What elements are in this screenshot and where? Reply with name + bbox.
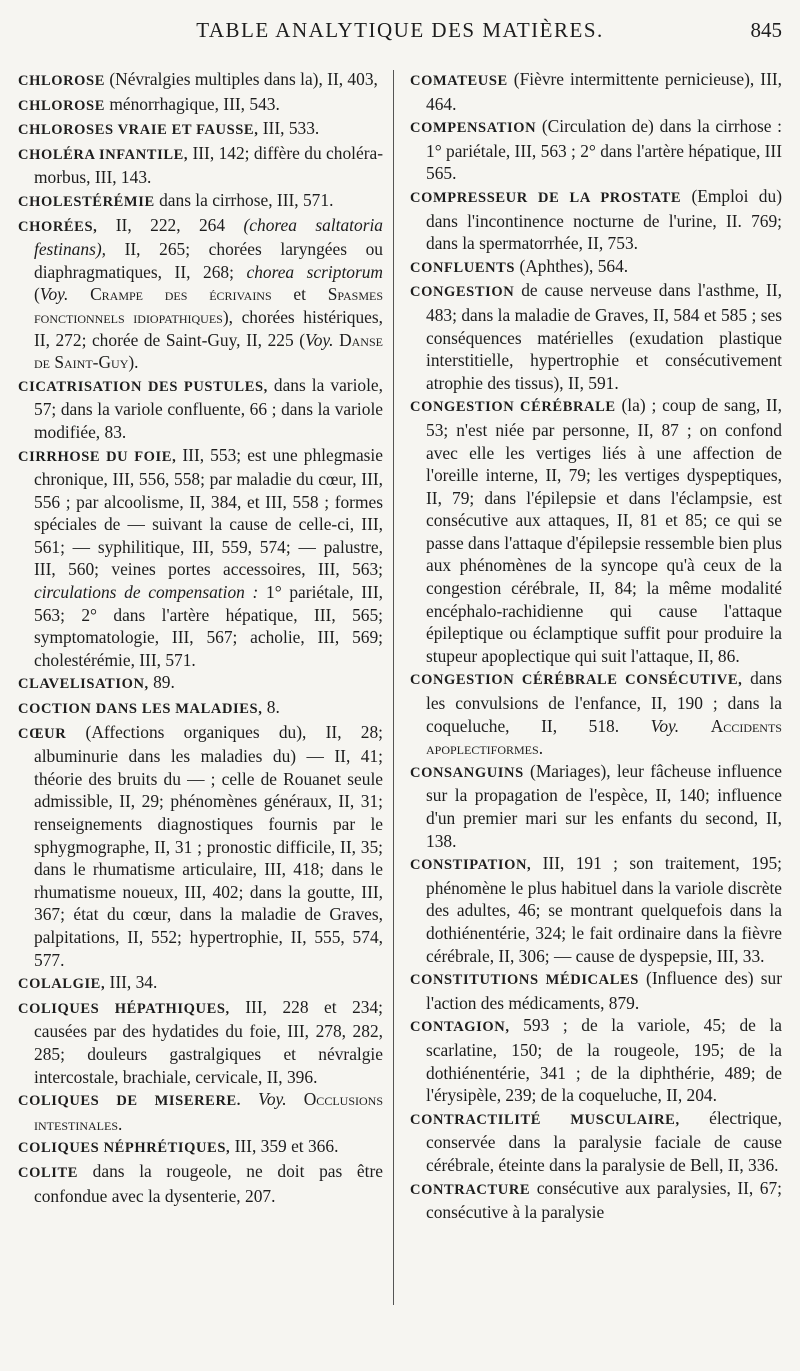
page-header (0, 18, 800, 48)
entry-headword: COLIQUES HÉPATHIQUES, (18, 1000, 230, 1017)
entry-text: II, 222, 264 (97, 214, 244, 235)
entry-text: (Fièvre intermittente pernicieuse), III, 464. (426, 69, 782, 114)
entry-text: ). (128, 352, 139, 373)
index-entry (18, 971, 383, 996)
index-entry (18, 444, 383, 672)
index-entry (410, 1177, 782, 1224)
entry-text: (Influence des) sur l'action des médicaments, 879. (426, 968, 782, 1013)
running-title: TABLE ANALYTIQUE DES MATIÈRES. (196, 18, 604, 42)
index-entry (410, 852, 782, 967)
index-column-right (410, 68, 782, 1224)
page-number: 845 (750, 18, 782, 42)
entry-cross-reference: Accidents apoplectiformes. (426, 715, 782, 759)
entry-cross-reference: Occlusions intestinales. (34, 1089, 383, 1134)
entry-text: dans la rougeole, ne doit pas être confondue avec la dysenterie, 207. (34, 1160, 383, 1206)
index-entry (18, 696, 383, 721)
entry-cross-reference: Danse de Saint-Guy (34, 329, 383, 373)
entry-text: dans la cirrhose, III, 571. (154, 189, 334, 210)
index-entry (410, 394, 782, 667)
entry-text: III, 228 et 234; causées par des hydatides du foie, III, 278, 282, 285; douleurs gastralgiques et névralgie intercostale, brachiale, cervicale, II, 396. (34, 996, 383, 1087)
entry-headword: CONFLUENTS (410, 259, 516, 276)
entry-text: III, 553; est une phlegmasie chronique, III, 556, 558; par maladie du cœur, III, 556 ; par alcoolisme, II, 384, et III, 558 ; formes spéciales de — suivant la cause de celle-ci, III, 561; — syphilitique, III, 559, 574; — palustre, III, 560; veines portes accessoires, III, 563; (34, 444, 383, 580)
entry-text: III, 142; diffère du choléra-morbus, III, 143. (34, 142, 383, 188)
entry-headword: COCTION DANS LES MALADIES, (18, 701, 263, 718)
entry-text: (Emploi du) dans l'incontinence nocturne de l'urine, II. 769; dans la spermatorrhée, II, 753. (426, 185, 782, 254)
index-entry (410, 279, 782, 394)
entry-text: et (271, 284, 328, 305)
entry-text: dans les convulsions de l'enfance, II, 190 ; dans la coqueluche, II, 518. (426, 668, 782, 736)
entry-text (287, 1089, 304, 1109)
index-entry (410, 1107, 782, 1177)
entry-headword: CHOLESTÉRÉMIE (18, 193, 155, 210)
entry-headword: COMPENSATION (410, 120, 537, 137)
entry-headword: CIRRHOSE DU FOIE, (18, 448, 177, 465)
index-entry (18, 93, 383, 118)
entry-headword: CLAVELISATION, (18, 676, 149, 693)
index-entry (410, 185, 782, 255)
entry-text: III, 533. (258, 118, 320, 139)
entry-text: dans la variole, 57; dans la variole confluente, 66 ; dans la variole modifiée, 83. (34, 374, 384, 442)
index-entry (410, 255, 782, 280)
entry-italic: Voy. (650, 715, 680, 736)
index-entry (410, 68, 782, 115)
entry-text: ménorrhagique, III, 543. (105, 93, 280, 114)
index-entry (410, 115, 782, 185)
entry-text: III, 359 et 366. (230, 1136, 339, 1157)
entry-headword: CHLOROSES VRAIE ET FAUSSE, (18, 122, 259, 139)
entry-headword: CONSANGUINS (410, 764, 524, 781)
index-entry (18, 68, 383, 93)
entry-text: ), chorées histériques, II, 272; chorée de Saint-Guy, II, 225 ( (34, 306, 383, 350)
entry-text: consécutive aux paralysies, II, 67; consécutive à la paralysie (426, 1177, 782, 1223)
entry-headword: COMPRESSEUR DE LA PROSTATE (410, 189, 682, 206)
column-divider (393, 70, 394, 1305)
entry-text: 89. (148, 672, 175, 693)
entry-headword: CONSTIPATION, (410, 857, 532, 874)
index-entry (18, 374, 383, 444)
entry-text: (Affections organiques du), II, 28; albuminurie dans les maladies du) — II, 41; théorie des bruits du — ; celle de Rouanet seule admissible, II, 29; phénomènes généraux, II, 31; renseignements diagnostiques fournis par le sphygmographe, II, 31 ; pronostic difficile, II, 35; dans le rhumatisme articulaire, III, 418; dans le rhumatisme noueux, III, 402; dans la goutte, III, 367; état du cœur, dans la maladie de Graves, palpitations, II, 552; hypertrophie, II, 555, 574, 577. (34, 721, 383, 970)
index-entry (18, 1135, 383, 1160)
index-entry (410, 667, 782, 759)
entry-headword: CŒUR (18, 725, 67, 742)
entry-text: électrique, conservée dans la paralysie faciale de cause cérébrale, éteinte dans la paralysie de Bell, II, 336. (426, 1107, 782, 1175)
entry-text (68, 284, 90, 304)
entry-text (679, 716, 711, 736)
entry-text: (la) ; coup de sang, II, 53; n'est niée par personne, II, 87 ; on confond avec elle les vertiges liés à une affection de l'oreille interne, II, 79; les vertiges dyspeptiques, II, 79; dans l'épilepsie et dans l'éclampsie, est consécutive aux attaques, II, 81 et 85; ce qui se passe dans l'attaque d'épilepsie ressemble bien plus aux phénomènes de la syncope qu'à ceux de la congestion cérébrale, II, 84; la même modalité encéphalo-rachidienne qui cause l'attaque épileptique ou éclamptique suffit pour produire la stupeur apoplectique qui suit l'attaque, II, 86. (426, 395, 782, 666)
index-entry (18, 1160, 383, 1207)
entry-italic: Voy. (39, 284, 69, 305)
entry-text: 8. (262, 697, 280, 718)
index-entry (18, 671, 383, 696)
entry-italic: (chorea saltatoria festinans), (34, 214, 383, 260)
entry-cross-reference: Spasmes fonctionnels idiopathiques (34, 284, 383, 327)
entry-italic: Voy. (305, 329, 334, 350)
entry-headword: COLALGIE, (18, 976, 106, 993)
entry-text: de cause nerveuse dans l'asthme, II, 483; dans la maladie de Graves, II, 584 et 585 ; ses conséquences matérielles (exudation plastique interstitielle, hypertrophie et consécutivement atrophie des tissus), II, 591. (426, 280, 782, 393)
entry-headword: CONSTITUTIONS MÉDICALES (410, 972, 639, 989)
entry-text: 1° pariétale, III, 563; 2° dans l'artère hépatique, III, 565; symptomatologie, III, 567; acholie, III, 569; cholestérémie, III, 571. (34, 582, 383, 670)
index-entry (18, 142, 383, 189)
entry-text: (Mariages), leur fâcheuse influence sur la propagation de l'espèce, II, 140; influence d'un premier mari sur les enfants du second, II, 138. (426, 760, 782, 851)
index-entry (410, 760, 782, 852)
index-entry (18, 214, 383, 374)
index-entry (18, 996, 383, 1088)
entry-text: (Circulation de) dans la cirrhose : 1° pariétale, III, 563 ; 2° dans l'artère hépatique, III 565. (426, 116, 783, 184)
entry-text: II, 265; chorées laryngées ou diaphragmatiques, II, 268; (34, 239, 383, 282)
index-entry (18, 117, 383, 142)
entry-headword: COLIQUES NÉPHRÉTIQUES, (18, 1140, 231, 1157)
entry-headword: CHLOROSE (18, 97, 105, 114)
entry-headword: CONGESTION CÉRÉBRALE (410, 399, 616, 416)
entry-headword: CONTRACTURE (410, 1181, 531, 1198)
index-entry (410, 1014, 782, 1106)
index-entry (18, 1088, 383, 1135)
entry-headword: CONGESTION (410, 284, 515, 301)
index-entry (410, 967, 782, 1014)
entry-headword: COLITE (18, 1164, 79, 1181)
index-entry (18, 189, 383, 214)
index-entry (18, 721, 383, 972)
entry-headword: COMATEUSE (410, 73, 508, 89)
entry-text (241, 1089, 258, 1109)
entry-italic: chorea scriptorum (246, 261, 383, 282)
entry-headword: CONTAGION, (410, 1019, 510, 1036)
index-column-left (18, 68, 383, 1207)
entry-headword: COLIQUES DE MISERERE. (18, 1093, 242, 1110)
entry-headword: CHOLÉRA INFANTILE, (18, 146, 189, 163)
entry-headword: CICATRISATION DES PUSTULES, (18, 378, 268, 395)
entry-cross-reference: Crampe des écrivains (90, 284, 272, 305)
entry-italic: circulations de compensation : (34, 582, 259, 603)
entry-text: 593 ; de la variole, 45; de la scarlatine, 150; de la rougeole, 195; de la dothiénentérie, 341 ; de la diphthérie, 489; de l'érysipèle, 239; de la coqueluche, II, 204. (426, 1015, 782, 1106)
entry-text: III, 34. (105, 972, 158, 993)
entry-italic: Voy. (258, 1089, 287, 1110)
entry-headword: CHORÉES, (18, 218, 98, 235)
entry-text: (Aphthes), 564. (515, 255, 629, 276)
entry-headword: CONTRACTILITÉ MUSCULAIRE, (410, 1111, 680, 1128)
entry-text: (Névralgies multiples dans la), II, 403, (105, 69, 378, 89)
entry-text: III, 191 ; son traitement, 195; phénomène le plus habituel dans la variole discrète des adultes, 46; se montrant quelquefois dans la dothiénentérie, 324; le fait ordinaire dans la fièvre cérébrale, II, 306; — cause de dyspepsie, III, 33. (426, 853, 782, 966)
entry-text: ( (34, 284, 40, 305)
entry-headword: CHLOROSE (18, 73, 105, 89)
entry-headword: CONGESTION CÉRÉBRALE CONSÉCUTIVE, (410, 672, 743, 689)
